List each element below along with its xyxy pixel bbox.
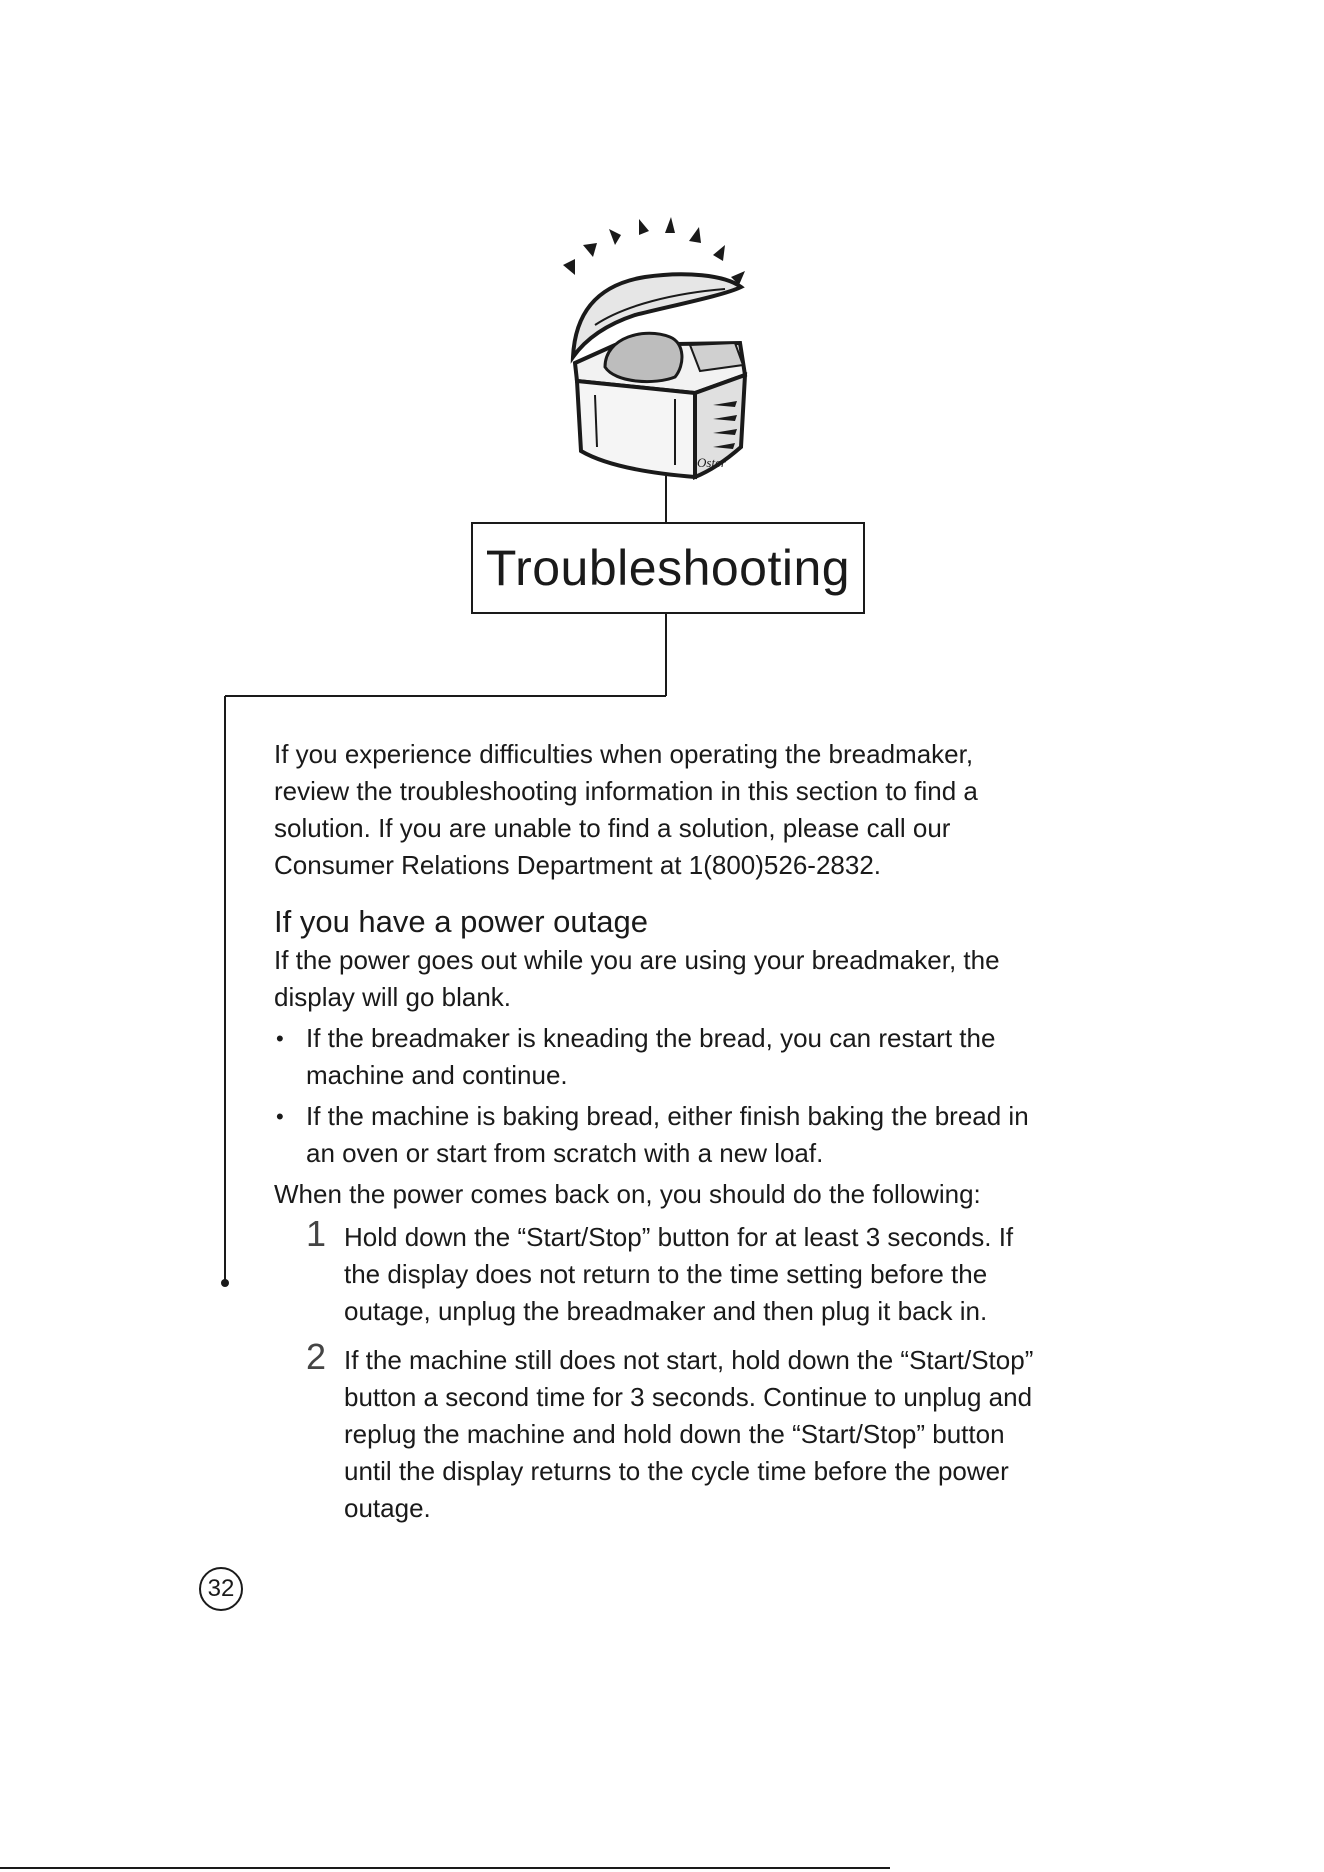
breadmaker-icon [555,215,755,485]
title-box [471,522,865,614]
content [274,736,1054,1539]
after-power-text: When the power comes back on, you should do the following: [274,1179,981,1209]
footer-rule [0,1867,890,1869]
bullet-icon: • [276,1104,284,1129]
step-item [274,1213,1054,1330]
list-item [274,1020,1054,1094]
intro-paragraph: If you experience difficulties when operating the breadmaker, review the troubleshooting information in this section to find a solution. If you are unable to find a solution, please call our Consumer Relations Department at 1(800)526-2832. [274,739,978,880]
list-item [274,1098,1054,1172]
steps-list [274,1213,1054,1527]
step-number: 2 [306,1336,327,1377]
step-number: 1 [306,1213,327,1254]
section-lead: If the power goes out while you are using your breadmaker, the display will go blank. [274,945,1000,1012]
page-title: Troubleshooting [485,540,851,596]
step-item [274,1336,1054,1527]
bullet-text: If the breadmaker is kneading the bread, you can restart the machine and continue. [306,1023,996,1090]
section-heading: If you have a power outage [274,904,648,939]
step-text: If the machine still does not start, hold down the “Start/Stop” button a second time for 3 seconds. Continue to unplug and replug the machine and hold down the “Start/Stop” button until the display returns to the cycle time before the power outage. [344,1345,1034,1523]
bullet-icon: • [276,1026,284,1051]
step-text: Hold down the “Start/Stop” button for at least 3 seconds. If the display does not return to the time setting before the outage, unplug the breadmaker and then plug it back in. [344,1222,1014,1326]
bullet-list [274,1020,1054,1172]
page-number: 32 [199,1567,243,1611]
svg-text:Oster: Oster [697,455,726,470]
bullet-text: If the machine is baking bread, either finish baking the bread in an oven or start from scratch with a new loaf. [306,1101,1029,1168]
